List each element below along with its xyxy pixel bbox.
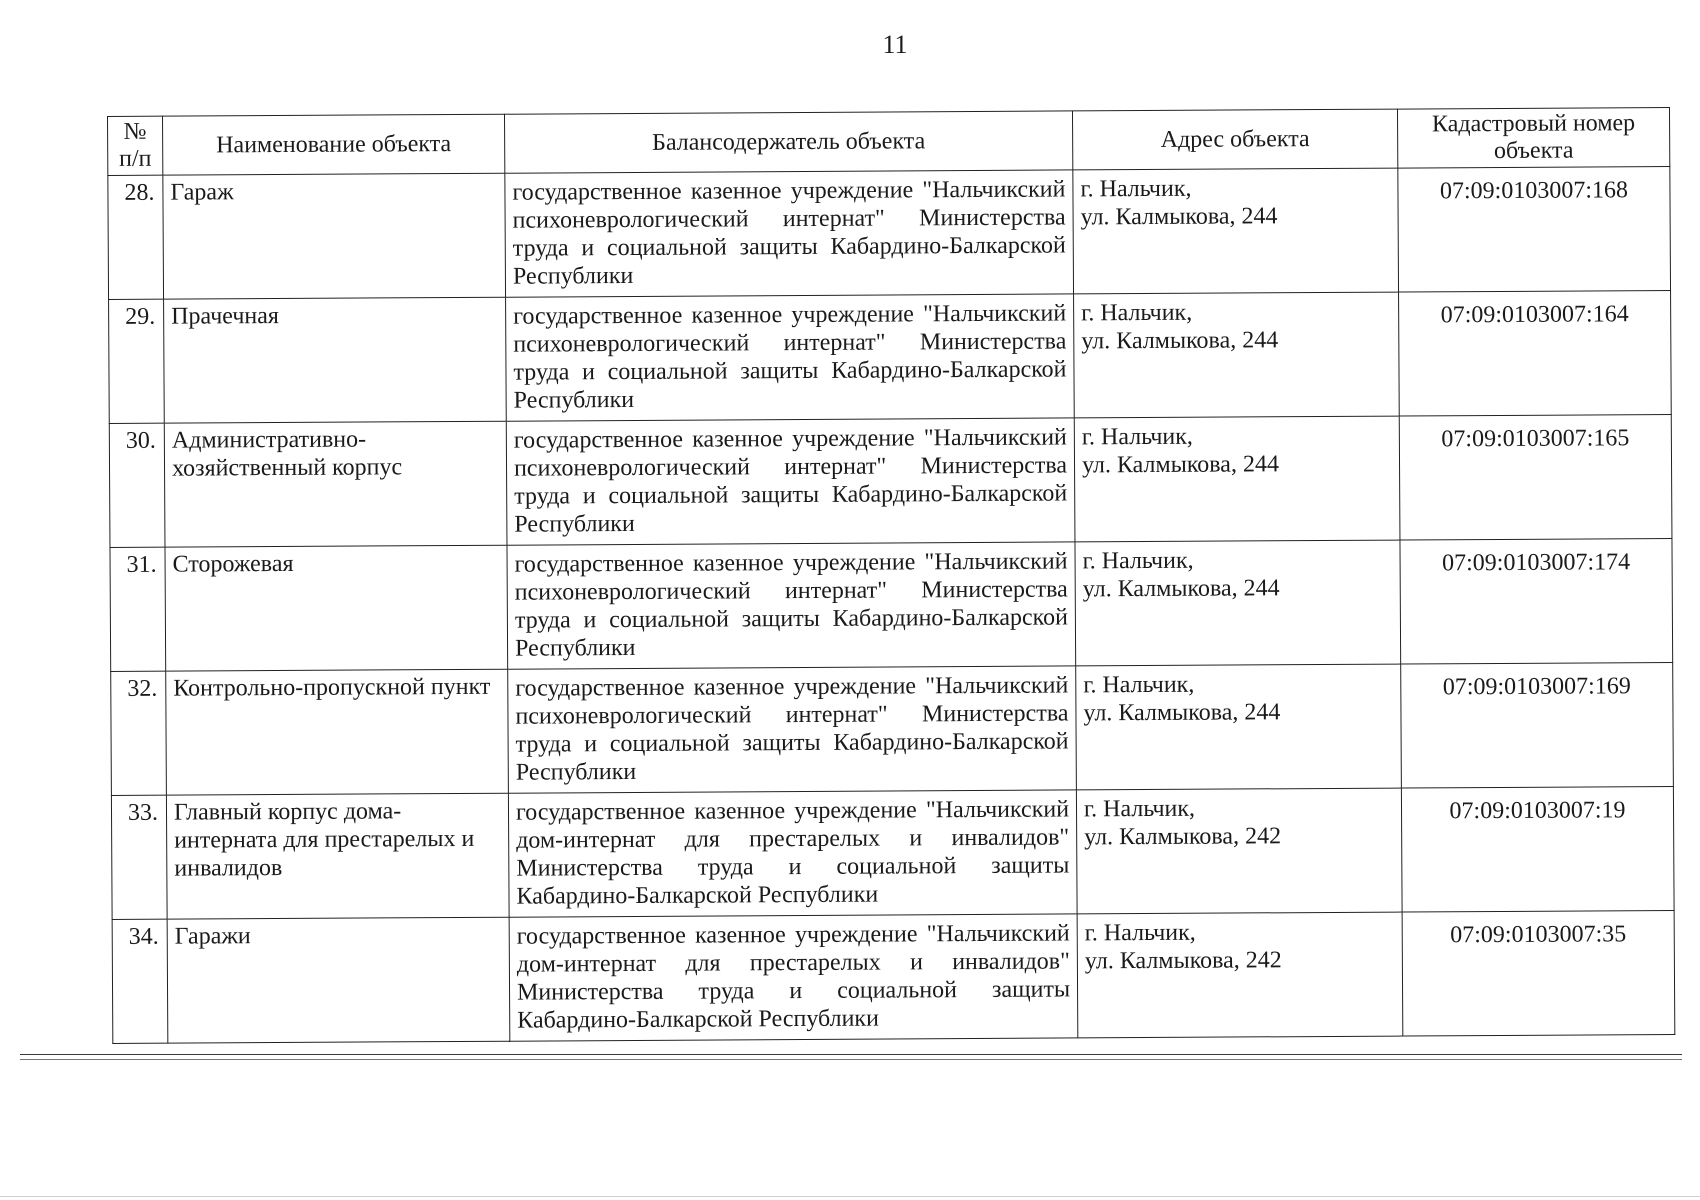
header-row	[108, 108, 1670, 176]
table-header	[108, 108, 1670, 176]
table-row	[109, 290, 1672, 423]
cadastral-number: 07:09:0103007:19	[1401, 786, 1674, 912]
cadastral-number: 07:09:0103007:168	[1398, 166, 1671, 292]
header-balance-holder: Балансодержатель объекта	[504, 111, 1072, 173]
table-row	[110, 538, 1673, 671]
object-name: Сторожевая	[165, 545, 508, 671]
object-address: г. Нальчик, ул. Калмыкова, 242	[1076, 788, 1402, 914]
object-name: Гаражи	[167, 917, 510, 1043]
header-number: № п/п	[108, 116, 163, 175]
row-number: 33.	[111, 795, 167, 919]
object-name: Гараж	[163, 173, 506, 299]
balance-holder: государственное казенное учреждение "Нальчикский психоневрологический интернат" Министерства труда и социальной защиты Кабардино-Балкарской Республики	[506, 418, 1075, 545]
row-number: 29.	[109, 299, 165, 423]
header-object-name: Наименование объекта	[163, 114, 505, 175]
object-address: г. Нальчик, ул. Калмыкова, 244	[1073, 168, 1399, 294]
cadastral-number: 07:09:0103007:165	[1399, 414, 1672, 540]
row-number: 28.	[108, 175, 164, 299]
object-address: г. Нальчик, ул. Калмыкова, 244	[1074, 416, 1400, 542]
object-address: г. Нальчик, ул. Калмыкова, 244	[1074, 292, 1400, 418]
object-name: Контрольно-пропускной пункт	[166, 669, 509, 795]
balance-holder: государственное казенное учреждение "Нальчикский психоневрологический интернат" Министерства труда и социальной защиты Кабардино-Балкарской Республики	[506, 294, 1075, 421]
cadastral-number: 07:09:0103007:169	[1401, 662, 1674, 788]
row-number: 34.	[112, 919, 168, 1043]
table-body	[108, 166, 1675, 1043]
object-address: г. Нальчик, ул. Калмыкова, 244	[1075, 540, 1401, 666]
page-number: 11	[882, 30, 908, 59]
balance-holder: государственное казенное учреждение "Нальчикский психоневрологический интернат" Министерства труда и социальной защиты Кабардино-Балкарской Республики	[505, 170, 1074, 297]
table-row	[111, 662, 1674, 795]
table-row	[109, 414, 1672, 547]
table-row	[108, 166, 1671, 299]
cadastral-number: 07:09:0103007:174	[1400, 538, 1673, 664]
header-address: Адрес объекта	[1072, 109, 1397, 170]
table-row	[112, 910, 1675, 1043]
header-cadastral-number: Кадастровый номер объекта	[1397, 108, 1669, 169]
balance-holder: государственное казенное учреждение "Нальчикский психоневрологический интернат" Министерства труда и социальной защиты Кабардино-Балкарской Республики	[508, 666, 1077, 793]
row-number: 31.	[110, 547, 166, 671]
cadastral-number: 07:09:0103007:35	[1402, 910, 1675, 1036]
balance-holder: государственное казенное учреждение "Нальчикский дом-интернат для престарелых и инвалидов" Министерства труда и социальной защиты Кабардино-Балкарской Республики	[509, 914, 1078, 1041]
balance-holder: государственное казенное учреждение "Нальчикский дом-интернат для престарелых и инвалидов" Министерства труда и социальной защиты Кабардино-Балкарской Республики	[508, 790, 1077, 917]
row-number: 32.	[111, 671, 167, 795]
object-name: Административно-хозяйственный корпус	[164, 421, 507, 547]
object-address: г. Нальчик, ул. Калмыкова, 244	[1076, 664, 1402, 790]
object-address: г. Нальчик, ул. Калмыкова, 242	[1077, 912, 1403, 1038]
scan-edge-line	[0, 1196, 1700, 1197]
object-name: Главный корпус дома-интерната для престарелых и инвалидов	[166, 793, 509, 919]
bottom-divider-secondary	[20, 1059, 1682, 1060]
row-number: 30.	[109, 423, 165, 547]
property-table	[107, 107, 1675, 1044]
cadastral-number: 07:09:0103007:164	[1399, 290, 1672, 416]
object-name: Прачечная	[164, 297, 507, 423]
bottom-divider	[20, 1054, 1682, 1055]
table-row	[111, 786, 1674, 919]
balance-holder: государственное казенное учреждение "Нальчикский психоневрологический интернат" Министерства труда и социальной защиты Кабардино-Балкарской Республики	[507, 542, 1076, 669]
